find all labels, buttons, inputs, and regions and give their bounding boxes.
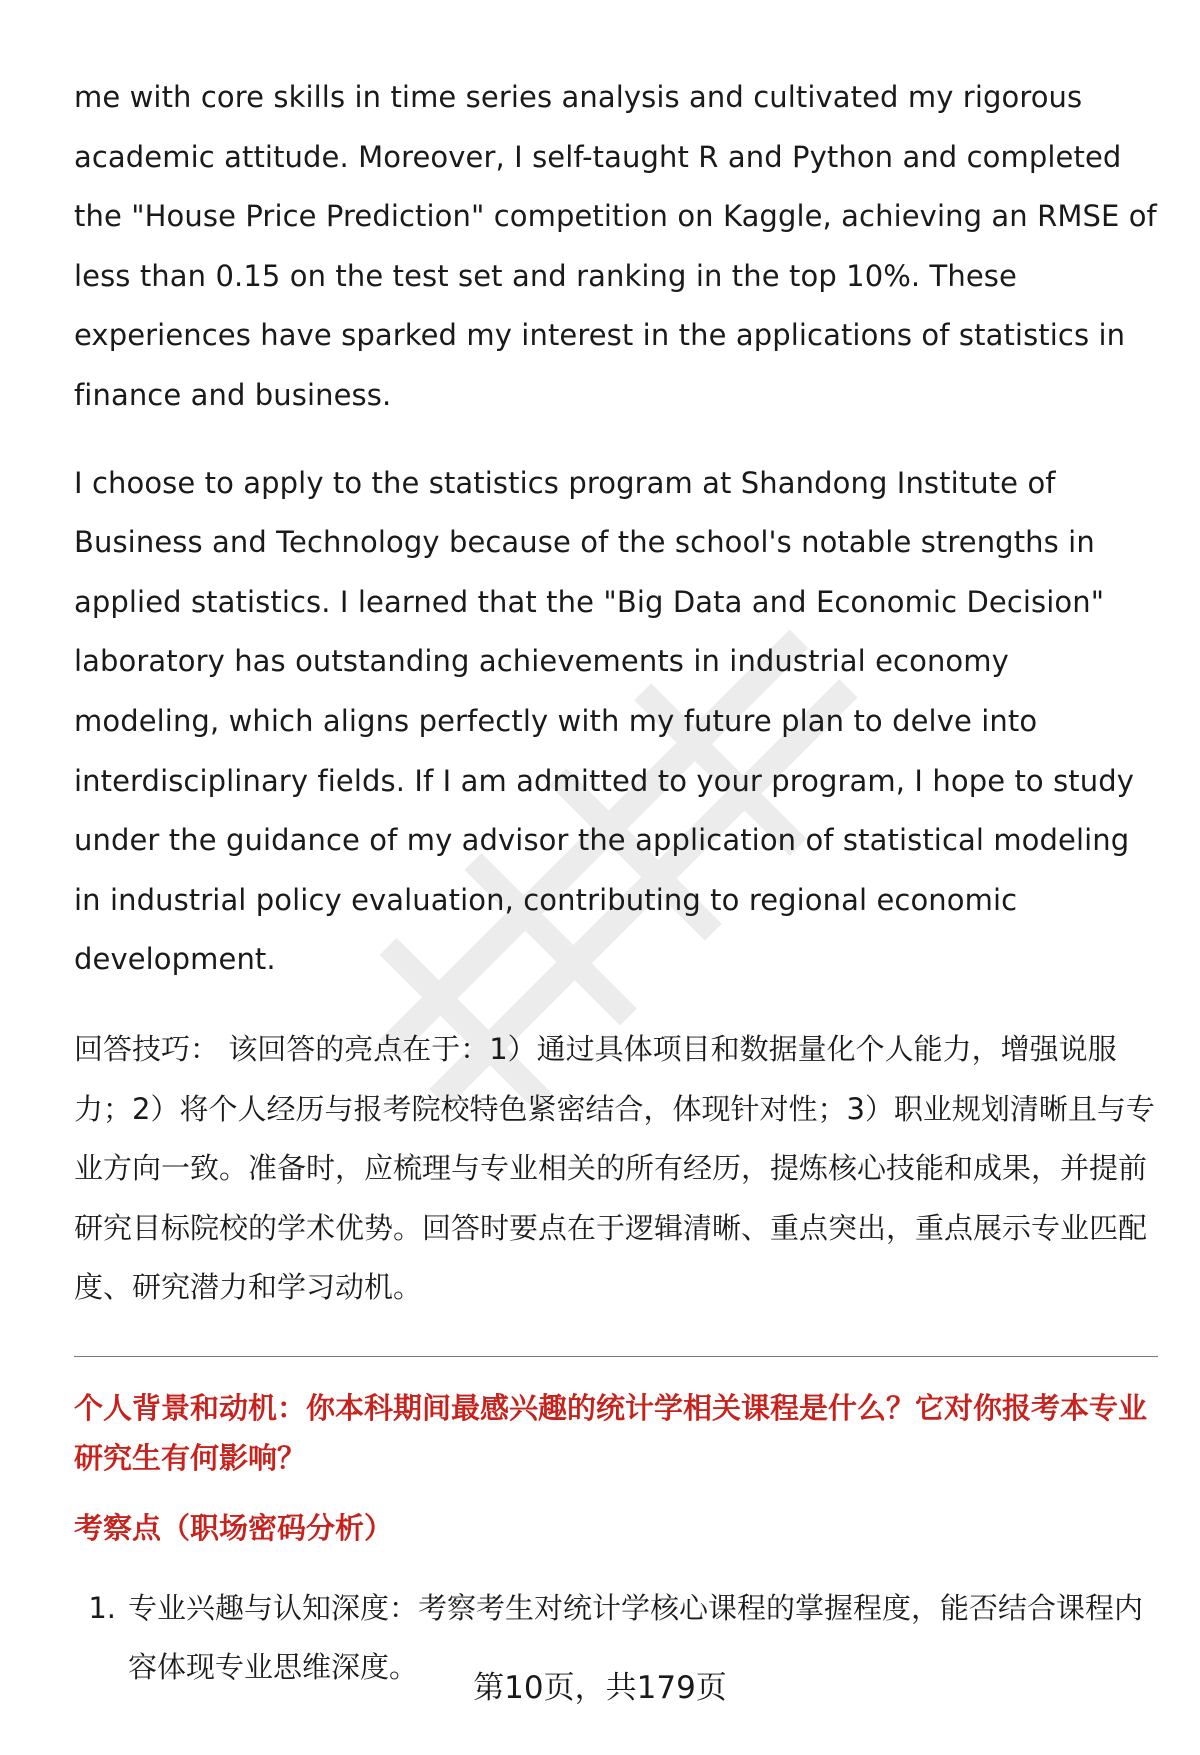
body-paragraph-1: me with core skills in time series analysis and cultivated my rigorous academic attitude. Moreover, I self-taught R and Python and completed the "House Price Prediction" competition on Kaggle, achieving an RMSE of less than 0.15 on the test set and ranking in the top 10%. These experiences have sparked my interest in the applications of statistics in finance and business. [74, 80, 1157, 412]
list-item-number: 1. [88, 1590, 116, 1625]
document-page [74, 68, 1158, 1698]
section-divider [74, 1356, 1158, 1357]
question-title: 个人背景和动机：你本科期间最感兴趣的统计学相关课程是什么？它对你报考本专业研究生有何影响？ [74, 1390, 1148, 1475]
page-indicator: 第10页，共179页 [473, 1670, 727, 1706]
body-paragraph-2: I choose to apply to the statistics program at Shandong Institute of Business and Technology because of the school's notable strengths in applied statistics. I learned that the "Big Data and Economic Decision" laboratory has outstanding achievements in industrial economy modeling, which aligns perfectly with my future plan to delve into interdisciplinary fields. If I am admitted to your program, I hope to study under the guidance of my advisor the application of statistical modeling in industrial policy evaluation, contributing to regional economic development. [74, 465, 1135, 977]
section-heading: 考察点（职场密码分析） [74, 1510, 394, 1545]
list-item-text: 专业兴趣与认知深度：考察考生对统计学核心课程的掌握程度，能否结合课程内容体现专业思维深度。 [128, 1590, 1144, 1685]
answer-tips: 回答技巧： 该回答的亮点在于：1）通过具体项目和数据量化个人能力，增强说服力；2）将个人经历与报考院校特色紧密结合，体现针对性；3）职业规划清晰且与专业方向一致。准备时，应梳理与专业相关的所有经历，提炼核心技能和成果，并提前研究目标院校的学术优势。回答时要点在于逻辑清晰、重点突出，重点展示专业匹配度、研究潜力和学习动机。 [74, 1031, 1155, 1305]
